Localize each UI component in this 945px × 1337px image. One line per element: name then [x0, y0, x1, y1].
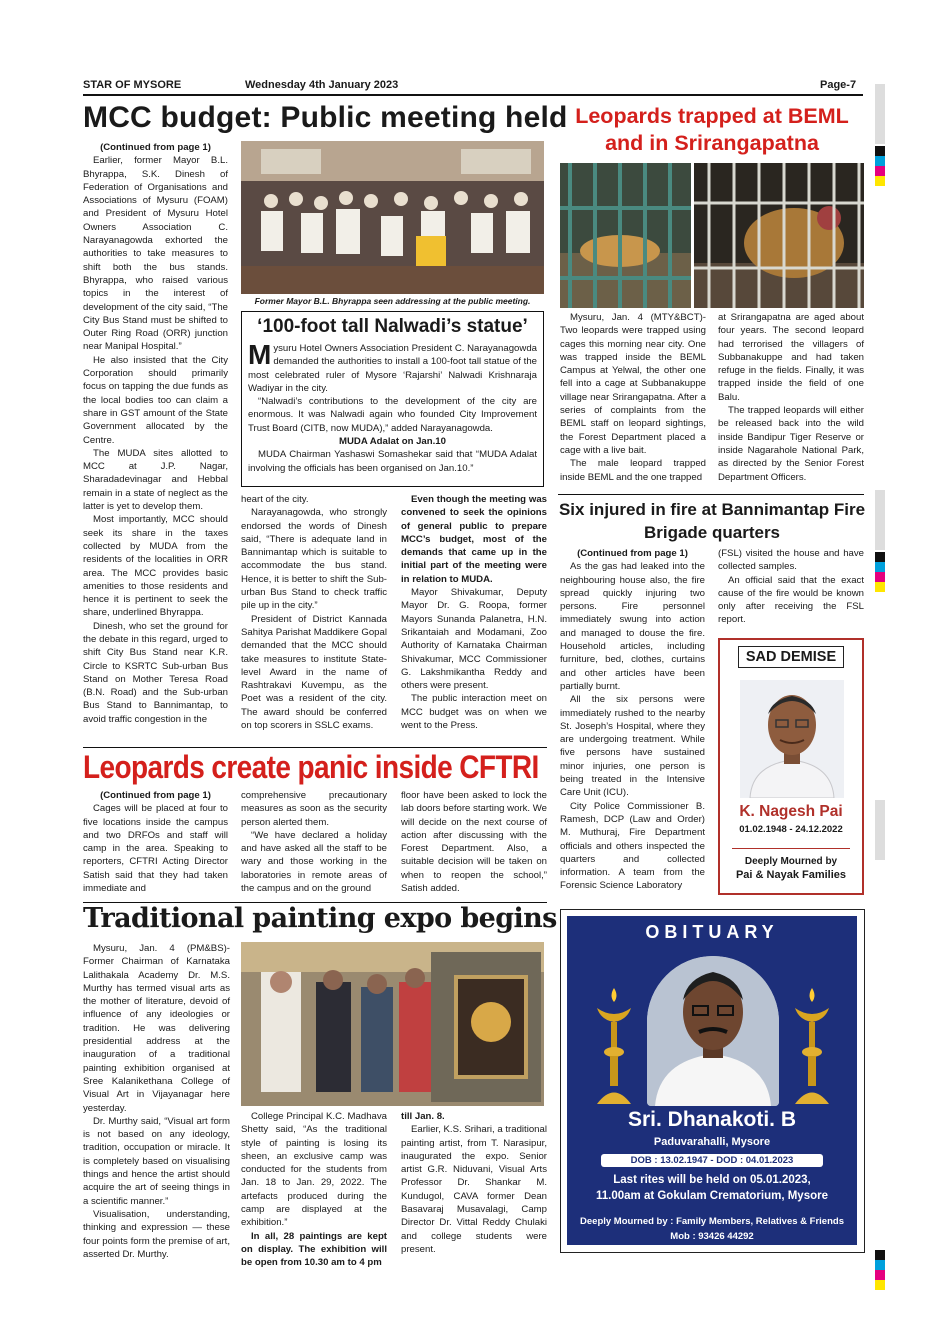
expo-column-3 — [401, 1110, 547, 1256]
sad-demise-ad — [718, 638, 864, 895]
color-bar-gray — [875, 490, 885, 550]
drop-cap: M — [248, 339, 272, 370]
paragraph: The trapped leopards will either be released back into the wild inside Bandipur Tiger Reserve or inside Nagarahole National Park, as directed by the Senior Forest Department Officers. — [718, 405, 864, 483]
paragraph: Most importantly, MCC should seek its share in the taxes collected by MUDA from the residents of the localities in ORR area. The MCC provides basic amenities to those residents and hence it is pertinent to seek the share, underlined Bhyrappa. — [83, 514, 228, 619]
continued-label: (Continued from page 1) — [100, 790, 211, 801]
paragraph: Earlier, K.S. Srihari, a traditional painting artist, from T. Narasipur, inaugurated the expo. Senior artist G.R. Niduvani, Visual Arts Professor Dr. Shankar M. Kundugol, CAVA former Dean Basavaraj Musavalagi, Camp Director Dr. Vittal Reddy Chulaki and college students were present. — [401, 1124, 547, 1255]
section-rule — [558, 494, 864, 495]
nalwadi-box — [241, 311, 544, 487]
paragraph: “We have declared a holiday and have asked all the staff to be wary and those working in the laboratories in remote areas of the campus and on the ground — [241, 829, 387, 895]
demise-divider — [732, 848, 850, 849]
mcc-headline: MCC budget: Public meeting held — [83, 101, 568, 134]
color-bar-gray — [875, 800, 885, 860]
obituary-ad — [560, 909, 865, 1253]
paragraph: All the six persons were immediately rushed to the nearby St. Joseph’s Hospital, where they are undergoing treatment. While five persons have sustained minor injuries, one person is being treated in the Intensive Care Unit (ICU). — [560, 694, 705, 799]
paragraph: Earlier, former Mayor B.L. Bhyrappa, S.K. Dinesh of Federation of Organisations and Associations of Mysuru (FOAM) and President of Mysuru Hotel Owners Association C. Narayanagowda exhorted the authorities to take measures to shift both the bus stands. Bhyrappa, who raised various topics in the interest of development of the city said, “The City Bus Stand must be shifted to Outer Ring Road (ORR) junction near Manipal Hospital.” — [83, 155, 228, 353]
paragraph: Mysuru, Jan. 4 (MTY&BCT)- Two leopards were trapped using cages this morning near city. One was trapped inside the BEML Campus at Yelwal, the other one fell into a cage at Subbanakuppe village near Srirangapatna. After a series of complaints from the BEML staff on leopard sightings, the Forest Department placed a cage with a live bait. — [560, 312, 706, 456]
color-registration-mark — [875, 1250, 885, 1290]
box-title: ‘100-foot tall Nalwadi’s statue’ — [257, 316, 528, 337]
beml-column-1 — [560, 311, 706, 484]
header-rule — [83, 94, 863, 96]
obituary-dates: DOB : 13.02.1947 - DOD : 04.01.2023 — [601, 1154, 823, 1167]
beml-column-2 — [718, 311, 864, 484]
leopard-cage-photo-1 — [560, 163, 691, 308]
paragraph: In all, 28 paintings are kept on display. The exhibition will be open from 10.30 am to 4 pm — [241, 1230, 387, 1269]
paragraph: Mysuru, Jan. 4 (PM&BS)- Former Chairman of Karnataka Lalithakala Academy Dr. M.S. Murthy has termed visual arts as the mother of literature, devoid of influence of any ideologies or tradition. He was delivering presidential address at the inauguration of a traditional painting exhibition organised at Sree Kalanikethana College of Visual Art in Vijayanagar here yesterday. — [83, 943, 230, 1114]
page-number: Page-7 — [820, 79, 857, 91]
meeting-photo — [241, 141, 544, 294]
box-body — [248, 339, 537, 475]
issue-date: Wednesday 4th January 2023 — [245, 79, 399, 91]
demise-families: Pai & Nayak Families — [735, 869, 847, 881]
box-subhead: MUDA Adalat on Jan.10 — [339, 436, 446, 448]
paragraph: at Srirangapatna are aged about four years. The second leopard had terrorised the villagers of Subbanakuppe and had taken refuge in the fields. Finally, it was trapped inside the field of one Balu. — [718, 312, 864, 403]
fire-column-2 — [718, 547, 864, 627]
obituary-name: Sri. Dhanakoti. B — [627, 1108, 797, 1131]
paragraph: The public interaction meet on MCC budget was on when we went to the Press. — [401, 693, 547, 732]
expo-photo — [241, 942, 544, 1106]
obituary-title: OBITUARY — [645, 922, 779, 942]
paragraph: Dinesh, who set the ground for the debate in this regard, urged to shift City Bus Stand near K.R. Circle to KSRTC Sub-urban Bus Stand on Mother Teresa Road (B.N. Road) and the Sub-urban Bus Stand to Bannimantap, to avoid traffic congestion in the — [83, 620, 228, 725]
photo-caption: Former Mayor B.L. Bhyrappa seen addressing at the public meeting. — [254, 296, 531, 306]
expo-headline: Traditional painting expo begins — [83, 903, 557, 934]
paragraph: Mayor Shivakumar, Deputy Mayor Dr. G. Roopa, former Mayors Sunanda Palanetra, H.N. Srikantaiah and Modamani, Zoo Authority of Karnataka Chairman Shivakumar, MCC Commissioner G. Lakshmikantha Reddy and others were present. — [401, 587, 547, 692]
section-rule — [83, 747, 547, 748]
leopard-cage-photo-2 — [694, 163, 864, 308]
color-bar-gray — [875, 84, 885, 144]
paragraph: President of District Kannada Sahitya Parishat Maddikere Gopal demanded that the MCC should take measures to institute State-level Award in the name of Rashtrakavi Kuvempu, as the Poet was a resident of the city. The award should be conferred on top scorers in SSLC exams. — [241, 613, 387, 732]
paragraph: floor have been asked to lock the lab doors before starting work. We will decide on the next course of action after discussing with the Forest Department. Also, a suitable decision will be taken on when to reopen the school,” Satish added. — [401, 790, 547, 895]
paragraph: comprehensive precautionary measures as soon as the security person alerted them. — [241, 790, 387, 828]
expo-column-2 — [241, 1110, 387, 1270]
mcc-column-3 — [401, 493, 547, 732]
demise-mourned-by: Deeply Mourned by — [744, 856, 838, 867]
color-registration-mark — [875, 146, 885, 186]
obituary-mobile: Mob : 93426 44292 — [670, 1231, 754, 1242]
mcc-column-2 — [241, 493, 387, 732]
paragraph: An official said that the exact cause of the fire would be known only after receiving the FSL report. — [718, 574, 864, 626]
color-registration-mark — [875, 552, 885, 592]
expo-column-1 — [83, 942, 230, 1261]
paragraph: City Police Commissioner B. Ramesh, DCP (Law and Order) M. Muthuraj, Fire Department officials and others inspected the quarters and collected information. A team from the Forensic Science Laboratory — [560, 800, 705, 892]
cftri-column-3 — [401, 789, 547, 895]
paragraph: ysuru Hotel Owners Association President C. Narayanagowda demanded the authorities to install a 100-foot tall statue of the most celebrated ruler of Mysore ‘Rajarshi’ Nalwadi Krishnaraja Wadiyar in the city. — [248, 343, 537, 394]
paragraph: College Principal K.C. Madhava Shetty said, “As the traditional style of painting is losing its sheen, an exclusive camp was conducted for the students from Jan. 18 to Jan. 29, 2022. The artefacts produced during the camp are displayed at the exhibition.” — [241, 1111, 387, 1229]
fire-headline: Six injured in fire at Bannimantap Fire Brigade quarters — [558, 500, 866, 542]
demise-title: SAD DEMISE — [738, 646, 844, 668]
obituary-rites-line-2: 11.00am at Gokulam Crematorium, Mysore — [595, 1190, 828, 1202]
paragraph: The male leopard trapped inside BEML and the one trapped — [560, 458, 706, 483]
obituary-mourned-by: Deeply Mourned by : Family Members, Relatives & Friends — [580, 1216, 844, 1227]
paragraph: Narayanagowda, who strongly endorsed the words of Dinesh said, “There is adequate land in Bannimantap which is suitable to accommodate the bus stand. Hence, it is better to shift the Sub-urban Bus Stand to check traffic pile up in the city.” — [241, 507, 387, 612]
paragraph: The MUDA sites allotted to MCC at J.P. Nagar, Sharadadevinagar and Hebbal remain in a state of neglect as the latter is yet to develop them. — [83, 447, 228, 513]
paper-name: STAR OF MYSORE — [83, 79, 182, 91]
paragraph: Even though the meeting was convened to seek the opinions of general public to prepare MCC’s budget, most of the demands that came up in the initial part of the meeting were in relation to MUDA. — [401, 494, 547, 585]
paragraph: Cages will be placed at four to five locations inside the campus and two DRFOs and staff will camp in the area. Speaking to reporters, CFTRI Acting Director Satish said that they had taken immediate and — [83, 803, 228, 895]
mcc-column-1 — [83, 141, 228, 726]
obituary-rites-line-1: Last rites will be held on 05.01.2023, — [613, 1174, 811, 1186]
paragraph: He also insisted that the City Corporation should primarily focus on tapping the due funds as the local bodies too can claim a share in GST amount of the State Government allocated by the Centre. — [83, 354, 228, 446]
fire-column-1 — [560, 547, 705, 893]
paragraph: till Jan. 8. — [401, 1111, 445, 1122]
obituary-panel — [567, 916, 857, 1245]
obituary-place: Paduvarahalli, Mysore — [653, 1136, 771, 1148]
cftri-column-1 — [83, 789, 228, 895]
beml-headline: Leopards trapped at BEML and in Srirangapatna — [575, 104, 849, 155]
paragraph: “Nalwadi’s contributions to the development of the city are enormous. It was Nalwadi again who founded City Improvement Trust Board (CITB, now MUDA),” added Narayanagowda. — [248, 396, 537, 434]
paragraph: Visualisation, understanding, thinking and expression — these four points form the premise of art, asserted Dr. Murthy. — [83, 1208, 230, 1260]
continued-label: (Continued from page 1) — [577, 548, 688, 559]
demise-portrait — [740, 680, 844, 798]
paragraph: heart of the city. — [241, 494, 309, 505]
paragraph: (FSL) visited the house and have collected samples. — [718, 548, 864, 573]
demise-dates: 01.02.1948 - 24.12.2022 — [739, 824, 843, 835]
obituary-portrait — [647, 956, 779, 1106]
paragraph: MUDA Chairman Yashaswi Somashekar said that “MUDA Adalat involving the officials has been organised on Jan.10.” — [248, 449, 537, 474]
cftri-headline: Leopards create panic inside CFTRI — [83, 749, 539, 785]
continued-label: (Continued from page 1) — [100, 142, 211, 153]
paragraph: As the gas had leaked into the neighbouring house also, the fire spread quickly injuring two persons. Fire personnel immediately swung into action and managed to douse the fire. Household articles, including furniture, bed, clothes, curtains and other articles have been partially burnt. — [560, 561, 705, 692]
demise-name: K. Nagesh Pai — [739, 803, 843, 820]
paragraph: Dr. Murthy said, “Visual art form is not based on any ideology, tradition, occupation or miracle. It is completely based on visualising things and hence the artist should acquire the art of seeing things in a scientific manner.” — [83, 1115, 230, 1207]
oil-lamp-icon — [589, 986, 639, 1106]
oil-lamp-icon — [787, 986, 837, 1106]
cftri-column-2 — [241, 789, 387, 895]
